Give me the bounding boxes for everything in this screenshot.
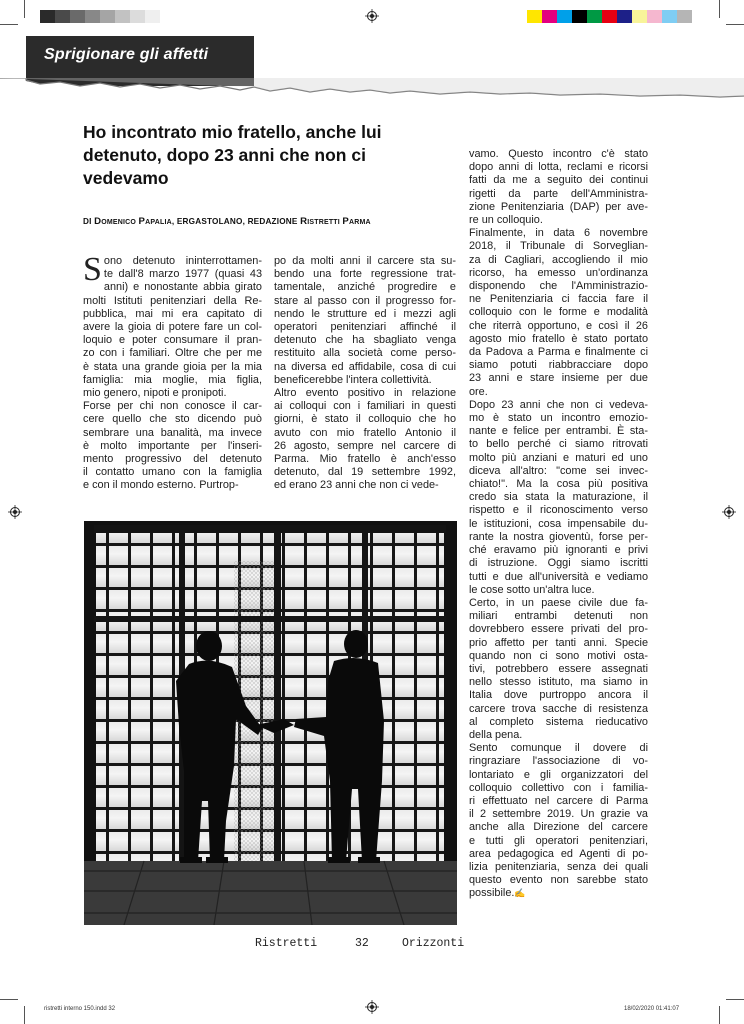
- text-line: za di Cagliari, accogliendo il mio: [469, 253, 648, 266]
- text-line: rigetti da parte dell'Amministra-: [469, 187, 648, 200]
- text-line: fatti da me a seguito dei continui: [469, 174, 648, 187]
- text-line: zione Penitenziaria (DAP) per ave-: [469, 200, 648, 213]
- byline-redazione: REDAZIONE: [247, 217, 298, 226]
- byline-author-first: Domenico: [94, 216, 137, 227]
- text-line: mio genero, nipoti e pronipoti.: [83, 387, 227, 400]
- color-swatch: [677, 10, 692, 23]
- text-line: famiglia: mia moglie, mia figlia,: [83, 373, 262, 386]
- color-swatch: [527, 10, 542, 23]
- text-line: agosto mio fratello è stato portato: [469, 332, 648, 345]
- text-line: detenuto, dal 19 settembre 1992,: [274, 466, 456, 479]
- gray-swatch: [100, 10, 115, 23]
- color-swatch: [557, 10, 572, 23]
- text-line: lizia penitenziaria, senza dei quali: [469, 860, 648, 873]
- text-line: Sento comunque il dovere di: [469, 742, 648, 755]
- text-line: operatori penitenziari affinché il: [274, 321, 456, 334]
- text-line: molti Istituti penitenziari della Re-: [83, 294, 262, 307]
- registration-mark-icon: [8, 505, 22, 519]
- text-line: da Padova a Parma e finalmente ci: [469, 346, 648, 359]
- text-line: è stata una grande gioia per la mia: [83, 360, 262, 373]
- crop-mark: [726, 24, 744, 25]
- drop-cap: S: [83, 251, 102, 288]
- article-photo: [84, 521, 457, 925]
- text-line: re un colloquio.: [469, 214, 543, 227]
- slug-timestamp: 18/02/2020 01:41:07: [624, 1006, 680, 1012]
- crop-mark: [719, 1006, 720, 1024]
- gray-swatch: [130, 10, 145, 23]
- text-line: al completo sistema rieducativo: [469, 715, 648, 728]
- text-line: mo è stato un incontro emozio-: [469, 412, 648, 425]
- text-line: ed erano 23 anni che non ci vede-: [274, 479, 439, 492]
- crop-mark: [0, 24, 18, 25]
- registration-mark-icon: [365, 1000, 379, 1014]
- text-line: il contatto umano con la famiglia: [83, 466, 262, 479]
- text-line: chiato!". Ma la cosa più positiva: [469, 478, 648, 491]
- text-line: ricorso, ha emesso un'ordinanza: [469, 266, 648, 279]
- text-line: sembrare una banalità, ma invece: [83, 426, 262, 439]
- gray-swatch: [40, 10, 55, 23]
- text-line: ché eravamo più ignoranti e privi: [469, 544, 648, 557]
- text-line: detenuto che ha sbagliato venga: [274, 334, 456, 347]
- color-swatch: [602, 10, 617, 23]
- slug-filename: ristretti interno 150.indd 32: [44, 1006, 116, 1012]
- text-line: le cose sotto un'altra luce.: [469, 583, 595, 596]
- text-line: colloquio con le forme e modalità: [469, 306, 648, 319]
- text-line: bendo una forte regressione trat-: [274, 268, 456, 281]
- color-swatch: [542, 10, 557, 23]
- text-line: rante la nostra gioventù, forse per-: [469, 530, 648, 543]
- text-line: pubblica, mai mi era capitato di: [83, 307, 262, 320]
- text-line: ri effettuato nel carcere di Parma: [469, 794, 648, 807]
- text-line: Dopo 23 anni che non ci vedeva-: [469, 398, 648, 411]
- text-line: le istituzioni, cosa impensabile du-: [469, 517, 648, 530]
- color-swatch: [572, 10, 587, 23]
- text-line: nello stesso istituto, ma siamo in: [469, 676, 648, 689]
- text-line: ne Penitenziaria ci faccia fare il: [469, 293, 648, 306]
- text-line: quando non ci sono motivi osta-: [469, 649, 648, 662]
- color-swatch: [662, 10, 677, 23]
- text-line: giorni, è stato il colloquio che ho: [274, 413, 456, 426]
- text-line: anche alla Direzione del carcere: [469, 821, 648, 834]
- text-line: stare al passo con il progresso for-: [274, 294, 456, 307]
- color-swatch: [587, 10, 602, 23]
- text-line: te dall'8 marzo 1977 (quasi 43: [103, 268, 262, 281]
- text-line: avuto con mio fratello Antonio il: [274, 426, 456, 439]
- text-line: Forse per chi non conosce il car-: [83, 400, 262, 413]
- text-line: lontariato e gli organizzatori del: [469, 768, 648, 781]
- gray-calibration-bar: [40, 10, 160, 23]
- text-line: e con il mondo esterno. Purtrop-: [83, 479, 239, 492]
- text-line: 2018, il Tribunale di Sorveglian-: [469, 240, 648, 253]
- gray-swatch: [55, 10, 70, 23]
- byline-role: ERGASTOLANO: [176, 217, 243, 226]
- crop-mark: [24, 1006, 25, 1024]
- gray-swatch: [85, 10, 100, 23]
- text-line: della pena.: [469, 728, 523, 741]
- section-title: Sprigionare gli affetti: [44, 46, 209, 63]
- text-line: questo evento non sarebbe stato: [469, 874, 648, 887]
- color-swatch: [617, 10, 632, 23]
- text-line: Altro evento positivo in relazione: [274, 387, 456, 400]
- text-line: prio affetto per tanti anni. Specie: [469, 636, 648, 649]
- color-calibration-bar: [527, 10, 692, 23]
- text-line: dovrebbero essere privati del pro-: [469, 623, 648, 636]
- byline-di: DI: [83, 217, 92, 226]
- text-line: che riterrà opportuno, e così il 26: [469, 319, 648, 332]
- text-line: to bello perché ci siamo ritrovati: [469, 438, 648, 451]
- footer-left-title: Ristretti: [255, 937, 318, 950]
- text-line: 23 anni e stare insieme per due: [469, 372, 648, 385]
- text-line: cere quello che sto dicendo può: [83, 413, 262, 426]
- footer-right-title: Orizzonti: [402, 937, 465, 950]
- text-line: Finalmente, in data 6 novembre: [469, 227, 648, 240]
- text-line: avere la gioia di potere fare un col-: [83, 321, 262, 334]
- crop-mark: [0, 999, 18, 1000]
- torn-paper-edge: [0, 78, 744, 98]
- article-column-2: [274, 255, 456, 493]
- text-line: e tutti gli operatori penitenziari,: [469, 834, 648, 847]
- text-line: ono detenuto ininterrottamen-: [103, 255, 262, 267]
- gray-swatch: [70, 10, 85, 23]
- end-mark-icon: ✍: [514, 888, 526, 899]
- text-line: ai colloqui con i familiari in questi: [274, 400, 456, 413]
- text-line: tamentale, anziché progredire e: [274, 281, 456, 294]
- text-line: diceva all'altro: "come sei invec-: [469, 464, 648, 477]
- text-line: colloquio collettivo con i familia-: [469, 781, 648, 794]
- registration-mark-icon: [722, 505, 736, 519]
- text-line: possibile.✍: [469, 887, 526, 900]
- page-number: 32: [355, 937, 369, 950]
- article-column-3: [469, 148, 648, 901]
- text-line: rispetto e il riconoscimento verso: [469, 504, 648, 517]
- prison-window-silhouette-illustration: [84, 521, 457, 925]
- text-line: è molto importante per l'inseri-: [83, 439, 262, 452]
- text-line: Parma. Mio fratello è anch'esso: [274, 453, 456, 466]
- text-line: carcere trova sacche di resistenza: [469, 702, 648, 715]
- text-line: molto più anziani e maturi ed uno: [469, 451, 648, 464]
- text-line: Certo, in un paese civile due fa-: [469, 596, 648, 609]
- text-line: restituito alla società come perso-: [274, 347, 456, 360]
- text-line: 26 agosto, sempre nel carcere di: [274, 439, 456, 452]
- article-headline: Ho incontrato mio fratello, anche lui detenuto, dopo 23 anni che non ci vedevamo: [83, 122, 382, 188]
- color-swatch: [632, 10, 647, 23]
- byline-outlet-last: Parma: [342, 216, 371, 227]
- text-line: tutti e due all'università e vediamo: [469, 570, 648, 583]
- crop-mark: [24, 0, 25, 18]
- text-line: Italia dove purtroppo ancora il: [469, 689, 648, 702]
- text-line: di istruzione. Oggi siamo iscritti: [469, 557, 648, 570]
- article-column-1: [83, 251, 262, 493]
- text-line: ore.: [469, 385, 488, 398]
- text-line: zo con i familiari. Oltre che per me: [83, 347, 262, 360]
- text-line: tivi, potrebbero essere assegnati: [469, 662, 648, 675]
- text-line: loquio e poter consumare il pran-: [83, 334, 262, 347]
- gray-swatch: [145, 10, 160, 23]
- text-line: il 2 settembre 2019. Un grazie va: [469, 808, 648, 821]
- text-line: miliari entrambi detenuti non: [469, 610, 648, 623]
- crop-mark: [726, 999, 744, 1000]
- gray-swatch: [115, 10, 130, 23]
- text-line: na diversa ed affidabile, cosa di cui: [274, 360, 456, 373]
- byline-outlet-first: Ristretti: [300, 216, 340, 227]
- text-line: siamo potuti riabbracciare dopo: [469, 359, 648, 372]
- registration-mark-icon: [365, 9, 379, 23]
- text-line: po da molti anni il carcere sta su-: [274, 255, 456, 267]
- text-line: vamo. Questo incontro c'è stato: [469, 148, 648, 160]
- text-line: anni) e nonostante abbia girato: [103, 281, 262, 294]
- crop-mark: [719, 0, 720, 18]
- text-line: nendo le strutture ed i mezzi agli: [274, 307, 456, 320]
- text-line: nante e felice per entrambi. È sta-: [469, 425, 648, 438]
- text-line: ringraziare l'associazione di vo-: [469, 755, 648, 768]
- color-swatch: [647, 10, 662, 23]
- text-line: area pedagogica ed Agenti di po-: [469, 847, 648, 860]
- text-line: mento progressivo del detenuto: [83, 453, 262, 466]
- text-line: disponendo che l'Amministrazio-: [469, 280, 648, 293]
- text-line: dopo anni di lotta, reclami e ricorsi: [469, 161, 648, 174]
- text-line: beneficerebbe l'intera collettività.: [274, 373, 432, 386]
- byline: DI Domenico Papalia, ERGASTOLANO, REDAZIONE Ristretti Parma: [83, 216, 371, 227]
- text-line: credo sia stata la maturazione, il: [469, 491, 648, 504]
- byline-author-last: Papalia: [138, 216, 172, 227]
